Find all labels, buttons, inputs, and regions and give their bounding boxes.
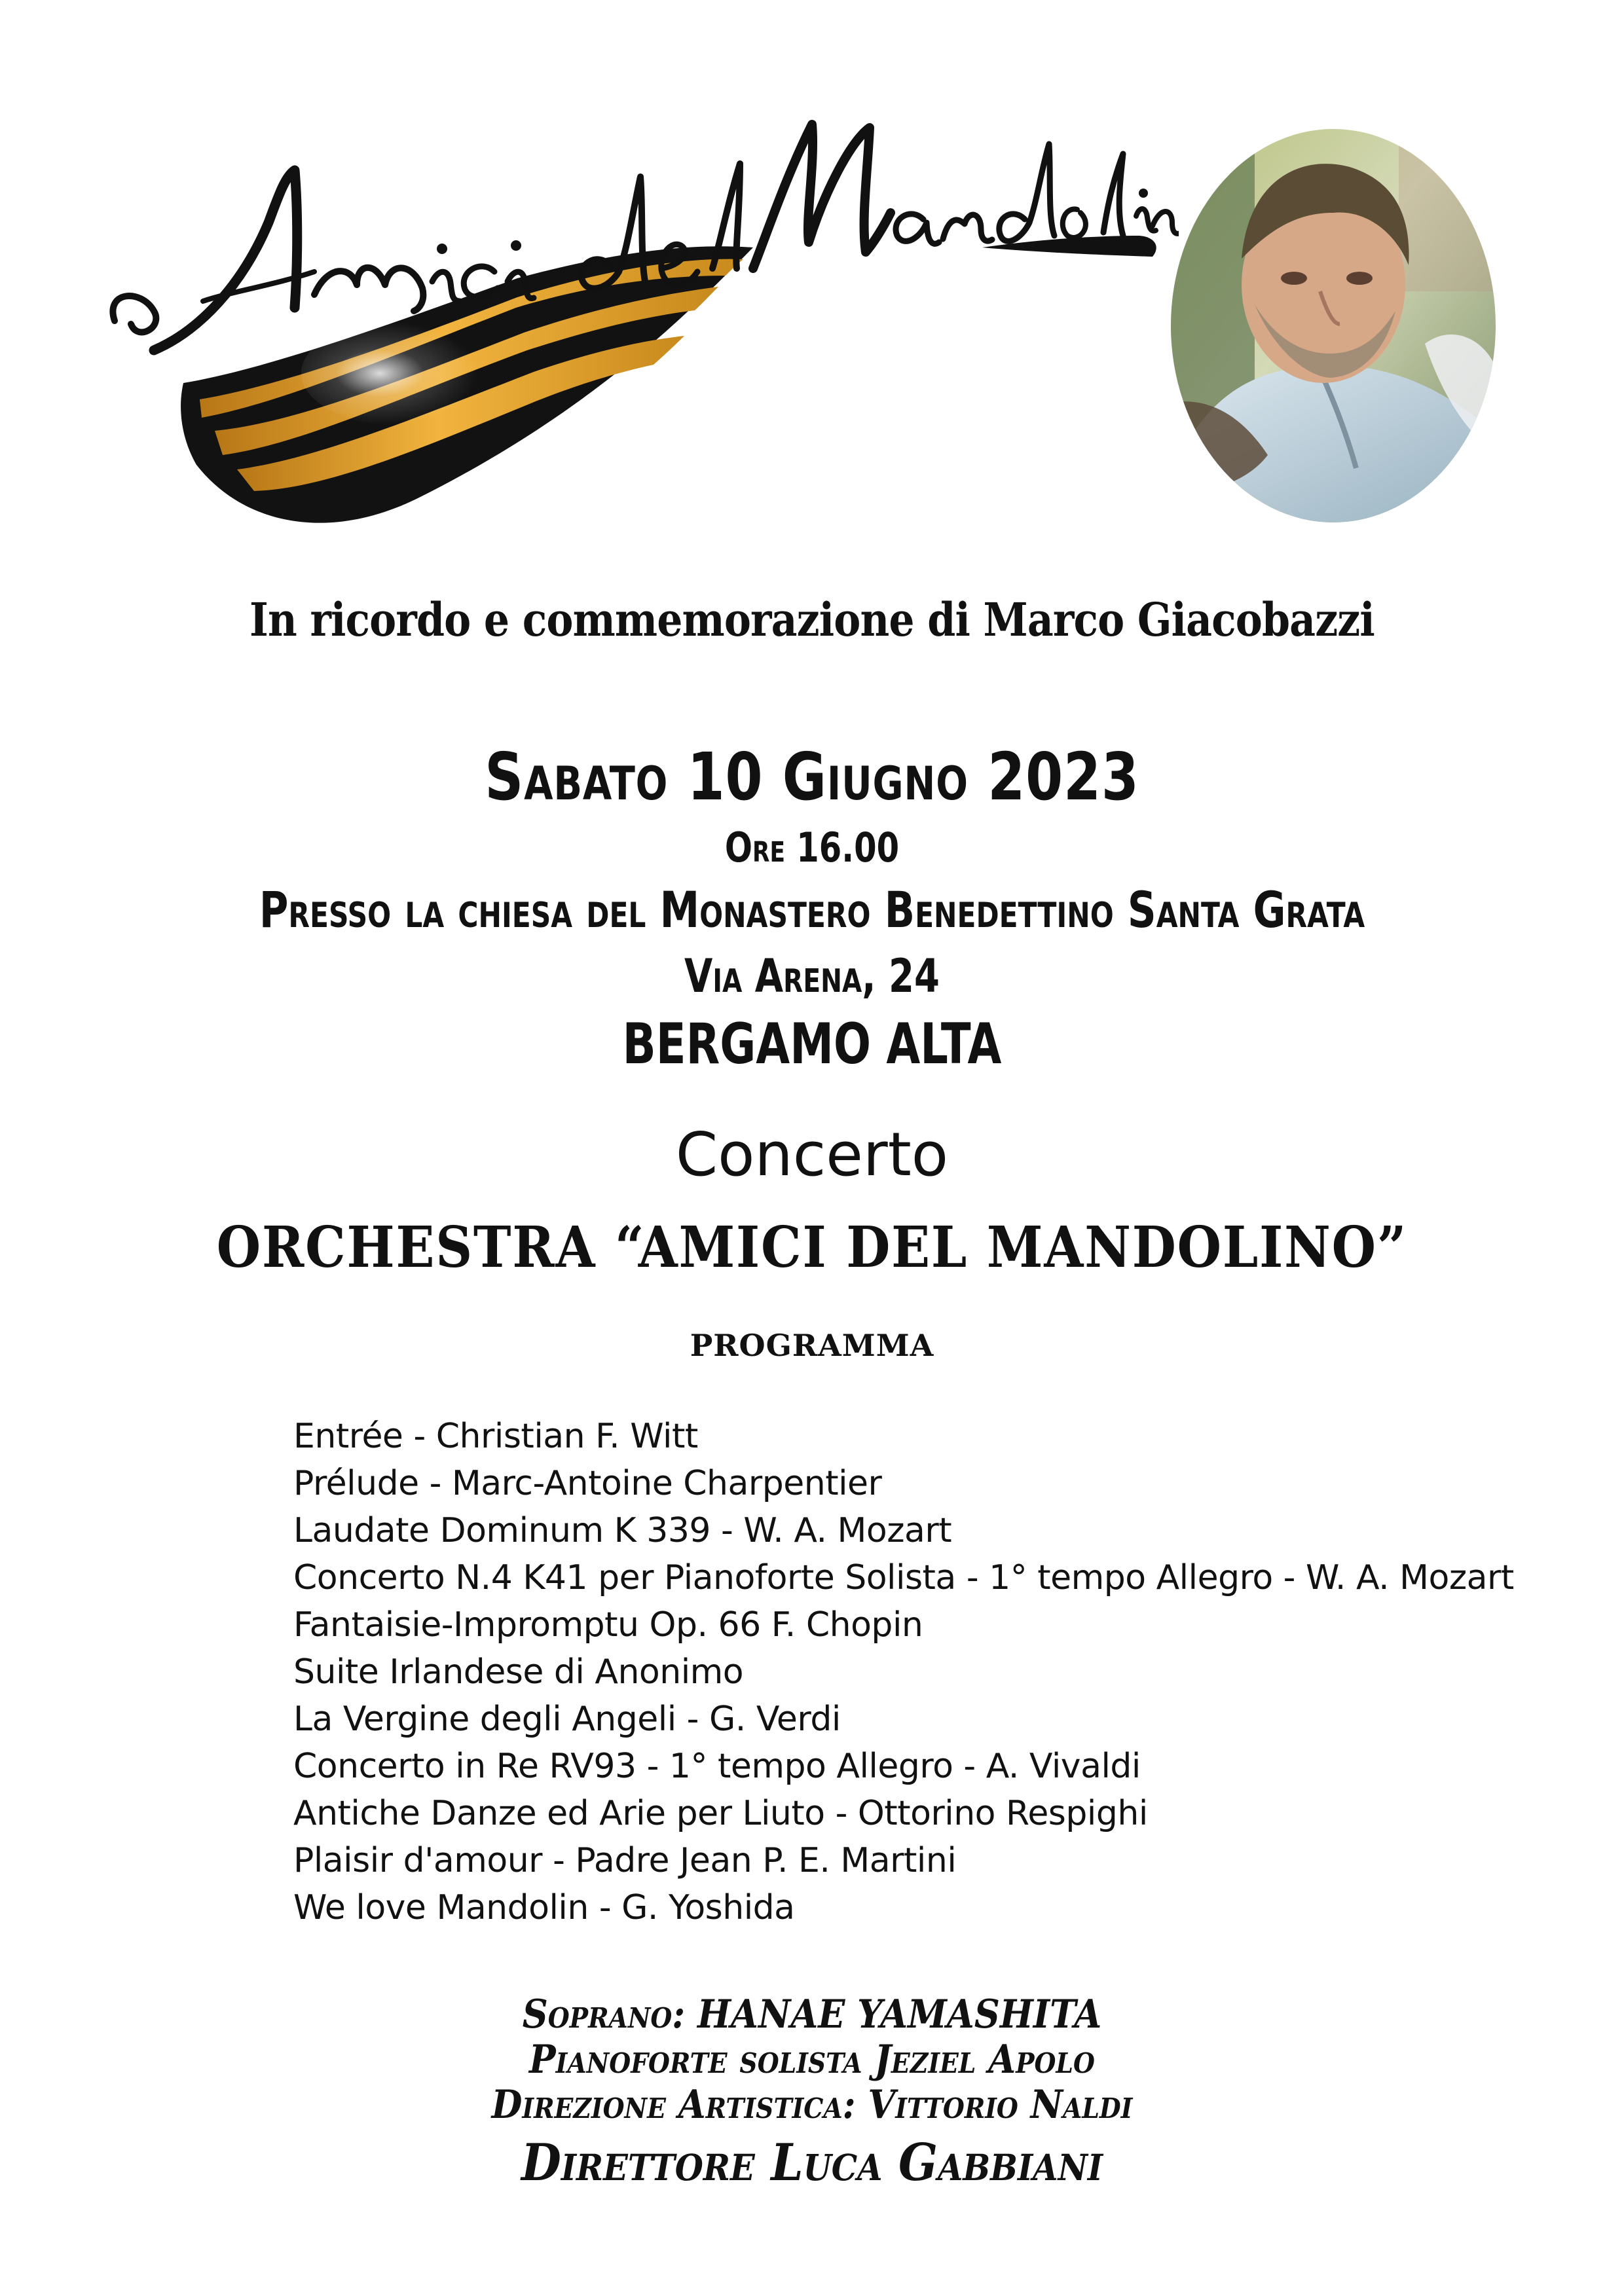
program-item-entree: Entrée - Christian F. Witt (293, 1417, 698, 1456)
event-city: BERGAMO ALTA (622, 1011, 1002, 1077)
memorial-line: In ricordo e commemorazione di Marco Giacobazzi (249, 592, 1375, 647)
program-item-concerto-n4: Concerto N.4 K41 per Pianoforte Solista - 1° tempo Allegro - W. A. Mozart (293, 1558, 1514, 1597)
event-address: Via Arena, 24 (684, 949, 940, 1003)
program-item-antiche-danze: Antiche Danze ed Arie per Liuto - Ottorino Respighi (293, 1794, 1148, 1833)
program-item-prelude: Prélude - Marc-Antoine Charpentier (293, 1464, 882, 1503)
event-date: Sabato 10 Giugno 2023 (485, 738, 1139, 815)
concert-label: Concerto (675, 1120, 949, 1190)
program-item-plaisir: Plaisir d'amour - Padre Jean P. E. Martini (293, 1841, 957, 1880)
program-item-we-love-mandolin: We love Mandolin - G. Yoshida (293, 1888, 795, 1927)
credit-artistic-direction: Direzione Artistica: Vittorio Naldi (491, 2082, 1133, 2128)
credit-soprano: Soprano: HANAE YAMASHITA (522, 1992, 1102, 2037)
program-item-vergine: La Vergine degli Angeli - G. Verdi (293, 1700, 841, 1739)
portrait-photo (1170, 128, 1497, 524)
event-venue: Presso la chiesa del Monastero Benedettino Santa Grata (259, 881, 1365, 939)
orchestra-title: ORCHESTRA “AMICI DEL MANDOLINO” (216, 1214, 1408, 1281)
program-item-concerto-rv93: Concerto in Re RV93 - 1° tempo Allegro - A. Vivaldi (293, 1747, 1141, 1786)
program-item-laudate: Laudate Dominum K 339 - W. A. Mozart (293, 1511, 952, 1550)
event-time: Ore 16.00 (724, 824, 900, 871)
credit-piano: Pianoforte solista Jeziel Apolo (529, 2037, 1095, 2083)
program-list (293, 1413, 1514, 1931)
program-heading: PROGRAMMA (690, 1328, 934, 1363)
credit-director: Direttore Luca Gabbiani (521, 2133, 1103, 2193)
program-item-fantaisie: Fantaisie-Impromptu Op. 66 F. Chopin (293, 1605, 923, 1645)
program-item-suite: Suite Irlandese di Anonimo (293, 1652, 744, 1692)
amici-del-mandolino-logo (92, 72, 1179, 543)
